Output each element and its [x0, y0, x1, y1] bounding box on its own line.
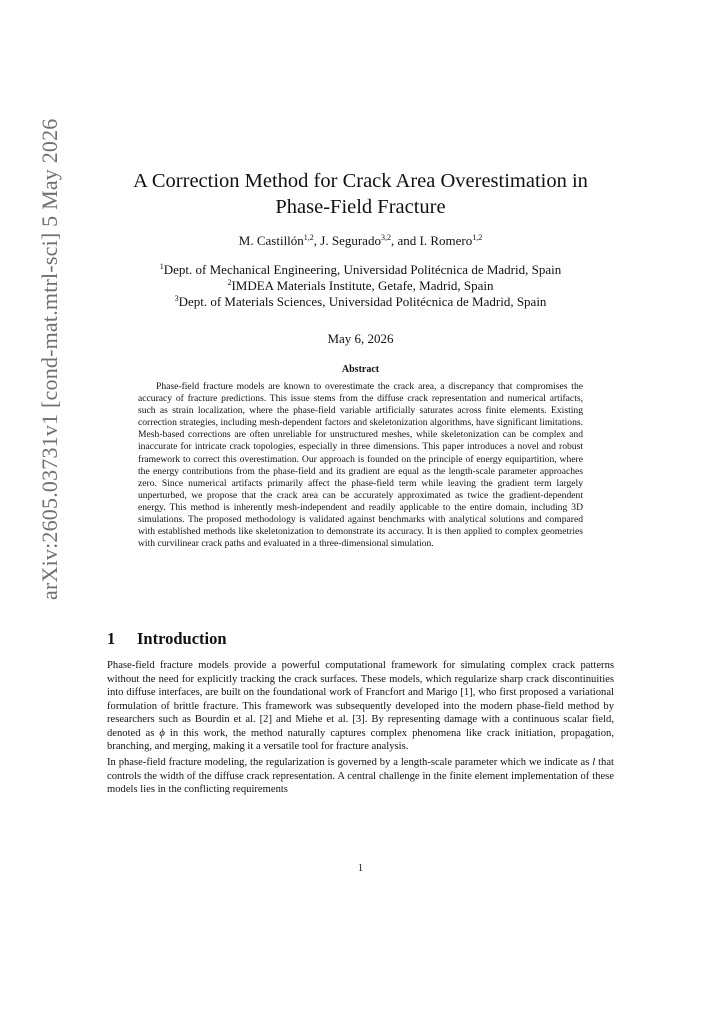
affiliation-line [100, 262, 621, 278]
author-name: J. Segurado [320, 233, 381, 248]
section-heading [107, 629, 227, 649]
affiliation-text: IMDEA Materials Institute, Getafe, Madrid, Spain [231, 278, 494, 293]
body-paragraph [107, 659, 614, 754]
abstract-heading: Abstract [341, 364, 380, 375]
affiliation-line [100, 294, 621, 310]
paragraph-text: Phase-field fracture models provide a powerful computational framework for simulating complex crack patterns without the need for explicitly tracking the crack surfaces. These models, which regularize sharp crack discontinuities into diffuse interfaces, are built on the foundational work of Francfort and Marigo [1], who first proposed a variational formulation of brittle fracture. This framework was subsequently developed into the modern phase-field method by researchers such as Bourdin et al. [2] and Miehe et al. [3]. By representing damage with a continuous scalar field, denoted as [107, 660, 614, 739]
affiliation-marker: 3 [174, 294, 179, 303]
author-separator: , [313, 233, 321, 248]
affiliation-line [100, 278, 621, 294]
author-list [100, 233, 621, 249]
math-symbol-l: l [592, 757, 596, 768]
paper-title [100, 168, 621, 220]
body-paragraph [107, 756, 614, 797]
arxiv-identifier: arXiv:2605.03731v1 [cond-mat.mtrl-sci] 5 May 2026 [37, 118, 62, 600]
affiliation-list [100, 262, 621, 310]
affiliation-text: Dept. of Mechanical Engineering, Universidad Politécnica de Madrid, Spain [163, 262, 562, 277]
paragraph-text: in this work, the method naturally captures complex phenomena like crack initiation, propagation, branching, and merging, making it a versatile tool for fracture analysis. [107, 727, 614, 752]
publication-date: May 6, 2026 [327, 331, 394, 346]
abstract-body: Phase-field fracture models are known to overestimate the crack area, a discrepancy that compromises the accuracy of fracture predictions. This issue stems from the diffuse crack representation and numerical artifacts, such as strain localization, where the phase-field variable artificially saturates across finite elements. Existing correction strategies, including mesh-dependent factors and skeletonization algorithms, have significant limitations. Mesh-based corrections are often unreliable for unstructured meshes, while skeletonization can be complex and inaccurate for intricate crack topologies, especially in three dimensions. This paper introduces a novel and robust framework to correct this overestimation. Our approach is founded on the principle of energy equipartition, where the energy contributions from the phase-field and its gradient are equal as the length-scale parameter approaches zero. Since numerical artifacts primarily affect the phase-field term while leaving the gradient term largely unperturbed, we propose that the crack area can be accurately approximated as twice the gradient-dependent energy. This method is inherently mesh-independent and readily applicable to the entire domain, including 3D simulations. The proposed methodology is validated against benchmarks with analytical solutions and compared with established methods like skeletonization to demonstrate its accuracy. It is then applied to complex geometries with curvilinear crack paths and evaluated in a three-dimensional simulation. [138, 381, 583, 550]
math-symbol-phi: ϕ [159, 727, 165, 739]
title-line-1: A Correction Method for Crack Area Overestimation in [133, 170, 588, 192]
author-name: I. Romero [419, 233, 473, 248]
affiliation-marker: 2 [227, 278, 232, 287]
author-separator: , and [390, 233, 420, 248]
page-number: 1 [357, 863, 364, 874]
paragraph-text: that controls the width of the diffuse crack representation. A central challenge in the finite element implementation of these models lies in the conflicting requirements [107, 757, 614, 795]
section-title: Introduction [137, 629, 227, 648]
author-affil-marker: 1,2 [303, 233, 314, 242]
affiliation-text: Dept. of Materials Sciences, Universidad Politécnica de Madrid, Spain [178, 294, 547, 309]
affiliation-marker: 1 [159, 262, 164, 271]
title-line-2: Phase-Field Fracture [275, 196, 446, 218]
author-affil-marker: 1,2 [472, 233, 483, 242]
author-name: M. Castillón [238, 233, 304, 248]
author-affil-marker: 3,2 [380, 233, 391, 242]
section-number: 1 [107, 629, 116, 648]
paragraph-text: In phase-field fracture modeling, the regularization is governed by a length-scale parameter which we indicate as [107, 757, 593, 768]
